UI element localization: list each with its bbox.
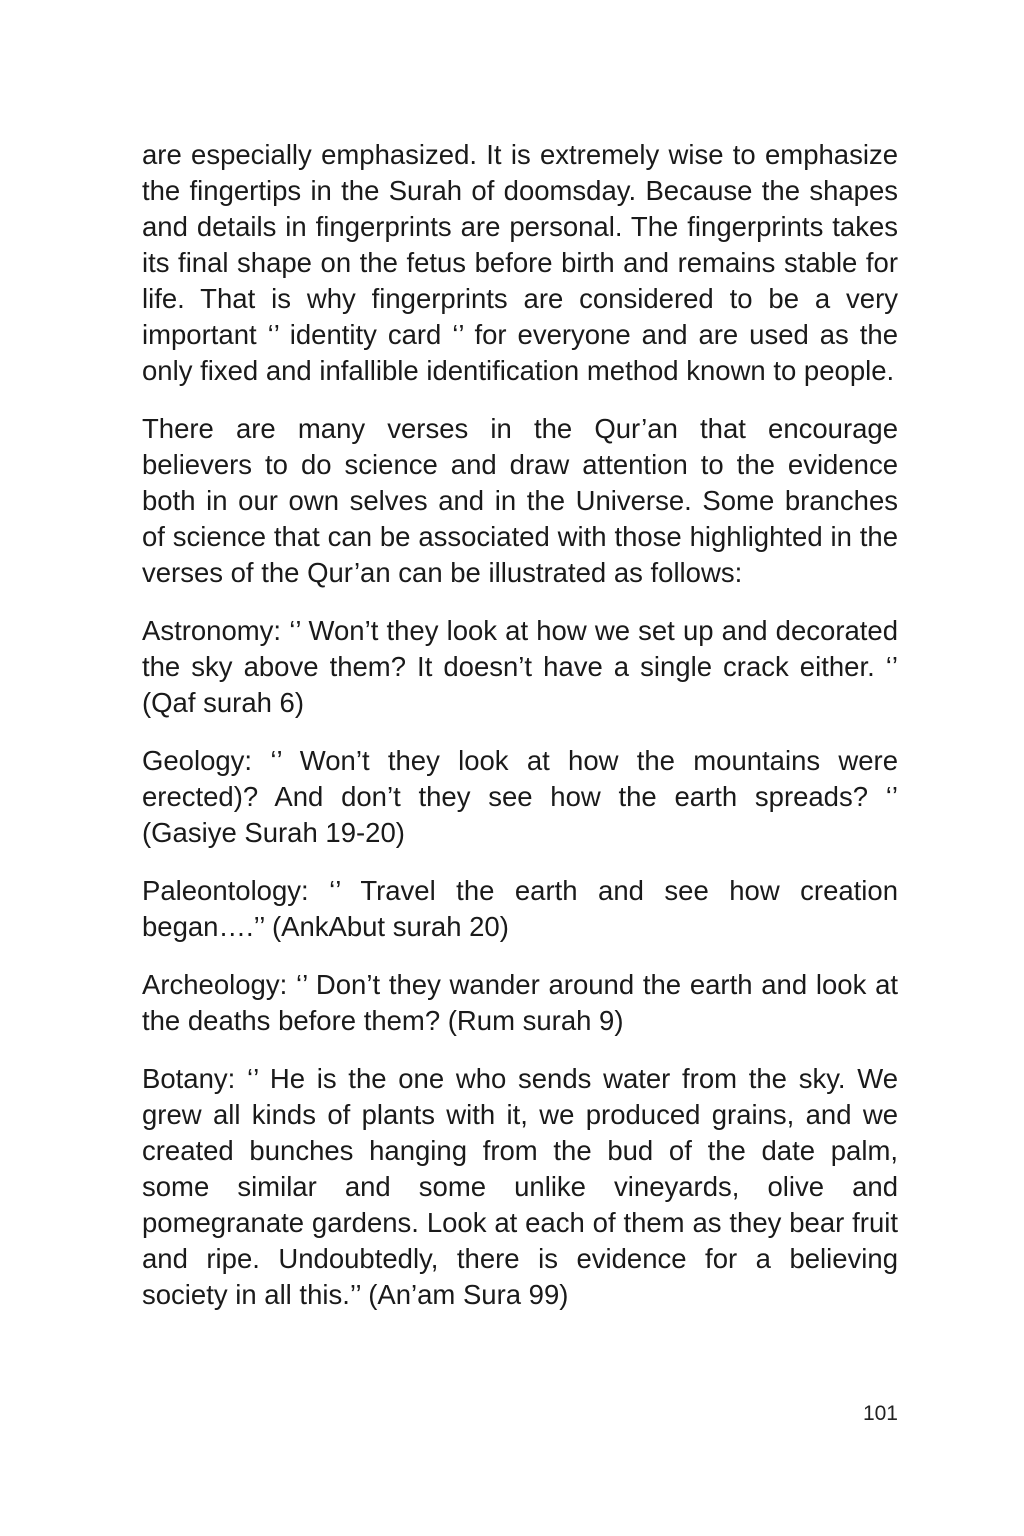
body-text <box>142 137 898 1335</box>
paragraph-paleontology: Paleontology: ‘’ Travel the earth and see how creation began….’’ (AnkAbut surah 20) <box>142 875 898 942</box>
page-number: 101 <box>862 1402 898 1425</box>
paragraph-archeology: Archeology: ‘’ Don’t they wander around the earth and look at the deaths before them? (Rum surah 9) <box>142 969 898 1036</box>
paragraph-fingerprints: are especially emphasized. It is extremely wise to emphasize the fingertips in the Surah of doomsday. Because the shapes and details in fingerprints are personal. The fingerprints takes its final shape on the fetus before birth and remains stable for life. That is why fingerprints are considered to be a very important ‘’ identity card ‘’ for everyone and are used as the only fixed and infallible identification method known to people. <box>142 139 898 386</box>
paragraph-science-branches-intro: There are many verses in the Qur’an that encourage believers to do science and draw attention to the evidence both in our own selves and in the Universe. Some branches of science that can be associated with those highlighted in the verses of the Qur’an can be illustrated as follows: <box>142 413 898 588</box>
paragraph-astronomy: Astronomy: ‘’ Won’t they look at how we set up and decorated the sky above them? It doesn’t have a single crack either. ‘’ (Qaf surah 6) <box>142 615 898 718</box>
paragraph-botany: Botany: ‘’ He is the one who sends water from the sky. We grew all kinds of plants with it, we produced grains, and we created bunches hanging from the bud of the date palm, some similar and some unlike vineyards, olive and pomegranate gardens. Look at each of them as they bear fruit and ripe. Undoubtedly, there is evidence for a believing society in all this.’’ (An’am Sura 99) <box>142 1063 898 1310</box>
paragraph-geology: Geology: ‘’ Won’t they look at how the mountains were erected)? And don’t they see how the earth spreads? ‘’ (Gasiye Surah 19-20) <box>142 745 898 848</box>
